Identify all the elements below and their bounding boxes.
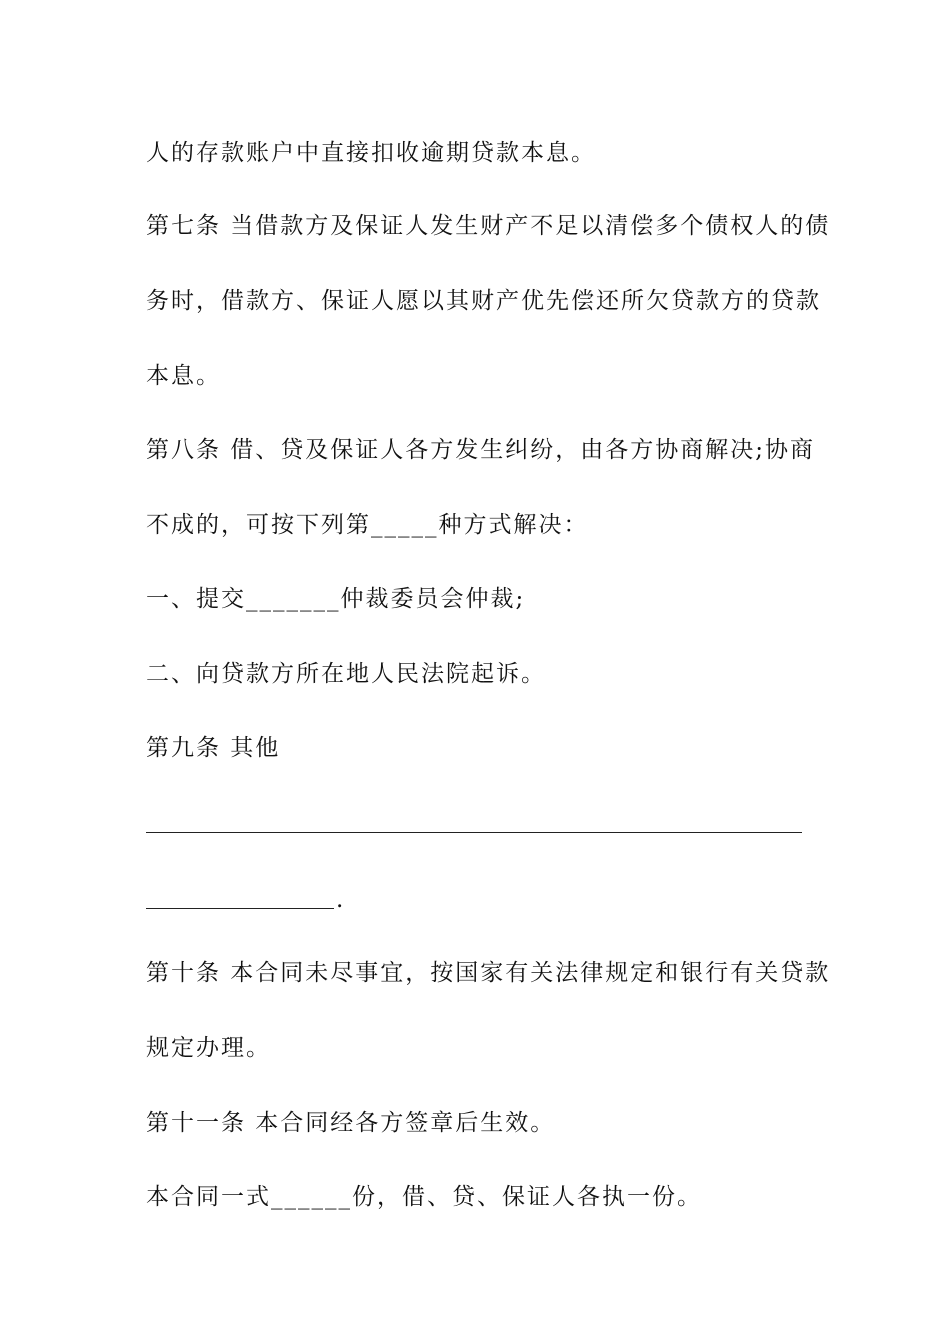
text-line-1: 人的存款账户中直接扣收逾期贷款本息。: [146, 140, 596, 166]
article-11-line: 第十一条 本合同经各方签章后生效。: [146, 1110, 556, 1136]
blank-rule-long: [146, 832, 802, 833]
article-7-line-2: 务时，借款方、保证人愿以其财产优先偿还所欠贷款方的贷款: [146, 288, 821, 314]
period-mark: .: [336, 887, 344, 913]
copies-line: 本合同一式______份，借、贷、保证人各执一份。: [146, 1184, 702, 1210]
article-10-line-1: 第十条 本合同未尽事宜，按国家有关法律规定和银行有关贷款: [146, 960, 831, 986]
article-10-line-2: 规定办理。: [146, 1035, 271, 1061]
court-option: 二、向贷款方所在地人民法院起诉。: [146, 661, 546, 687]
blank-rule-short: [146, 908, 334, 909]
article-7-line-1: 第七条 当借款方及保证人发生财产不足以清偿多个债权人的债: [146, 213, 831, 239]
arbitration-option: 一、提交_______仲裁委员会仲裁;: [146, 586, 526, 612]
article-7-line-3: 本息。: [146, 363, 221, 389]
article-9-heading: 第九条 其他: [146, 735, 281, 761]
article-8-line-2: 不成的，可按下列第_____种方式解决：: [146, 512, 589, 538]
article-8-line-1: 第八条 借、贷及保证人各方发生纠纷，由各方协商解决;协商: [146, 437, 816, 463]
